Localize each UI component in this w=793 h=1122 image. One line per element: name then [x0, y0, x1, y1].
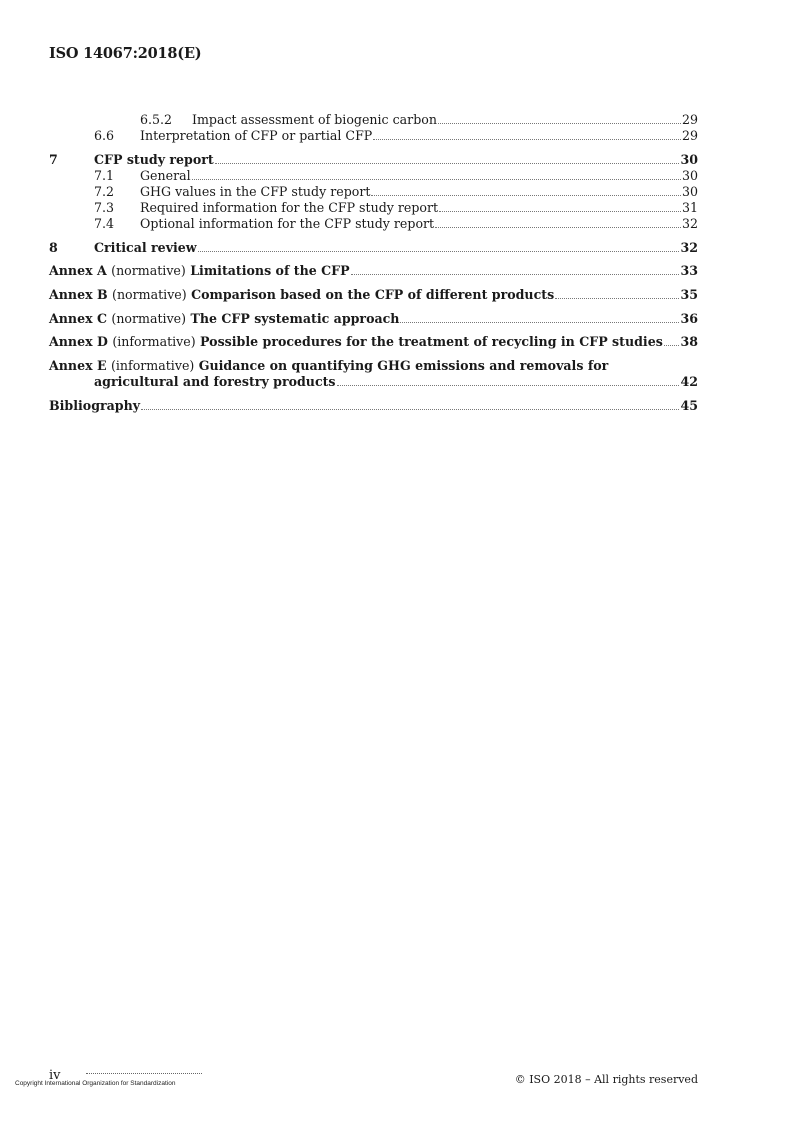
annex-title: Possible procedures for the treatment of recycling in CFP studies	[200, 334, 663, 349]
toc-entry[interactable]	[49, 200, 698, 216]
toc-entry-page: 29	[681, 112, 698, 127]
annex-label: Annex B	[49, 287, 108, 302]
toc-annex-entry[interactable]	[49, 311, 698, 327]
annex-qualifier: (informative)	[112, 334, 196, 349]
dot-leader	[439, 211, 681, 212]
toc-entry-page: 33	[680, 263, 698, 278]
annex-title: Guidance on quantifying GHG emissions and removals for	[198, 358, 609, 373]
toc-annex-entry[interactable]	[49, 334, 698, 350]
annex-qualifier: (normative)	[112, 287, 187, 302]
toc-entry-number: 7.2	[94, 184, 115, 199]
toc-entry-title: GHG values in the CFP study report	[140, 184, 371, 199]
toc-entry[interactable]	[49, 168, 698, 184]
toc-bibliography-entry[interactable]	[49, 398, 698, 414]
toc-entry-number: 6.5.2	[140, 112, 173, 127]
dot-leader	[371, 195, 681, 196]
toc-annex-entry[interactable]	[49, 358, 698, 374]
toc-entry-page: 36	[680, 311, 698, 326]
toc-entry-title: General	[140, 168, 191, 183]
toc-entry-page: 32	[681, 216, 698, 231]
toc-entry-title: Critical review	[94, 240, 197, 255]
dot-leader	[141, 409, 679, 410]
toc-entry-page: 30	[681, 168, 698, 183]
toc-entry-page: 38	[680, 334, 698, 349]
toc-entry-number: 8	[49, 240, 58, 255]
toc-entry-title: Interpretation of CFP or partial CFP	[140, 128, 373, 143]
toc-entry-title: Required information for the CFP study report	[140, 200, 439, 215]
toc-entry-page: 32	[680, 240, 698, 255]
toc-entry-number: 7.4	[94, 216, 115, 231]
toc-entry-page: 31	[681, 200, 698, 215]
toc-entry[interactable]	[49, 112, 698, 128]
annex-title-continuation: agricultural and forestry products	[94, 374, 336, 389]
dot-leader	[192, 179, 681, 180]
dot-leader	[435, 227, 681, 228]
annex-qualifier: (normative)	[111, 311, 187, 326]
dot-leader	[438, 123, 681, 124]
toc-entry-page: 42	[680, 374, 698, 389]
toc-entry[interactable]	[49, 152, 698, 168]
dot-leader	[664, 345, 680, 346]
toc-entry-title: CFP study report	[94, 152, 214, 167]
toc-entry-page: 30	[681, 184, 698, 199]
annex-qualifier: (normative)	[111, 263, 186, 278]
bibliography-title: Bibliography	[49, 398, 141, 413]
annex-title: Limitations of the CFP	[190, 263, 350, 278]
annex-label: Annex A	[49, 263, 107, 278]
toc-annex-entry[interactable]	[49, 263, 698, 279]
annex-title: Comparison based on the CFP of different products	[191, 287, 555, 302]
footer-copyright-notice: Copyright International Organization for Standardization	[15, 1080, 176, 1087]
toc-entry[interactable]	[49, 240, 698, 256]
toc-entry-title: Optional information for the CFP study report	[140, 216, 435, 231]
toc-annex-entry-continuation[interactable]	[49, 374, 698, 390]
toc-entry-page: 29	[681, 128, 698, 143]
dot-leader	[215, 163, 680, 164]
toc-entry-page: 30	[680, 152, 698, 167]
dot-leader	[400, 322, 679, 323]
toc-entry[interactable]	[49, 128, 698, 144]
annex-title: The CFP systematic approach	[190, 311, 400, 326]
toc-entry-number: 7	[49, 152, 58, 167]
document-header-title: ISO 14067:2018(E)	[49, 45, 202, 62]
dot-leader	[555, 298, 679, 299]
annex-label: Annex E	[49, 358, 107, 373]
annex-qualifier: (informative)	[110, 358, 195, 373]
toc-entry[interactable]	[49, 216, 698, 232]
footer-watermark-dashes	[86, 1073, 202, 1076]
toc-entry-page: 35	[680, 287, 698, 302]
toc-annex-entry[interactable]	[49, 287, 698, 303]
dot-leader	[351, 274, 680, 275]
toc-entry-number: 6.6	[94, 128, 115, 143]
toc-entry-number: 7.1	[94, 168, 115, 183]
footer-page-number: iv	[49, 1068, 61, 1083]
dot-leader	[337, 385, 680, 386]
footer-copyright: © ISO 2018 – All rights reserved	[514, 1073, 698, 1086]
toc-entry-page: 45	[680, 398, 698, 413]
toc-entry-number: 7.3	[94, 200, 115, 215]
toc-entry-title: Impact assessment of biogenic carbon	[192, 112, 437, 127]
dot-leader	[373, 139, 681, 140]
annex-label: Annex D	[49, 334, 108, 349]
dot-leader	[198, 251, 680, 252]
annex-label: Annex C	[49, 311, 108, 326]
toc-entry[interactable]	[49, 184, 698, 200]
